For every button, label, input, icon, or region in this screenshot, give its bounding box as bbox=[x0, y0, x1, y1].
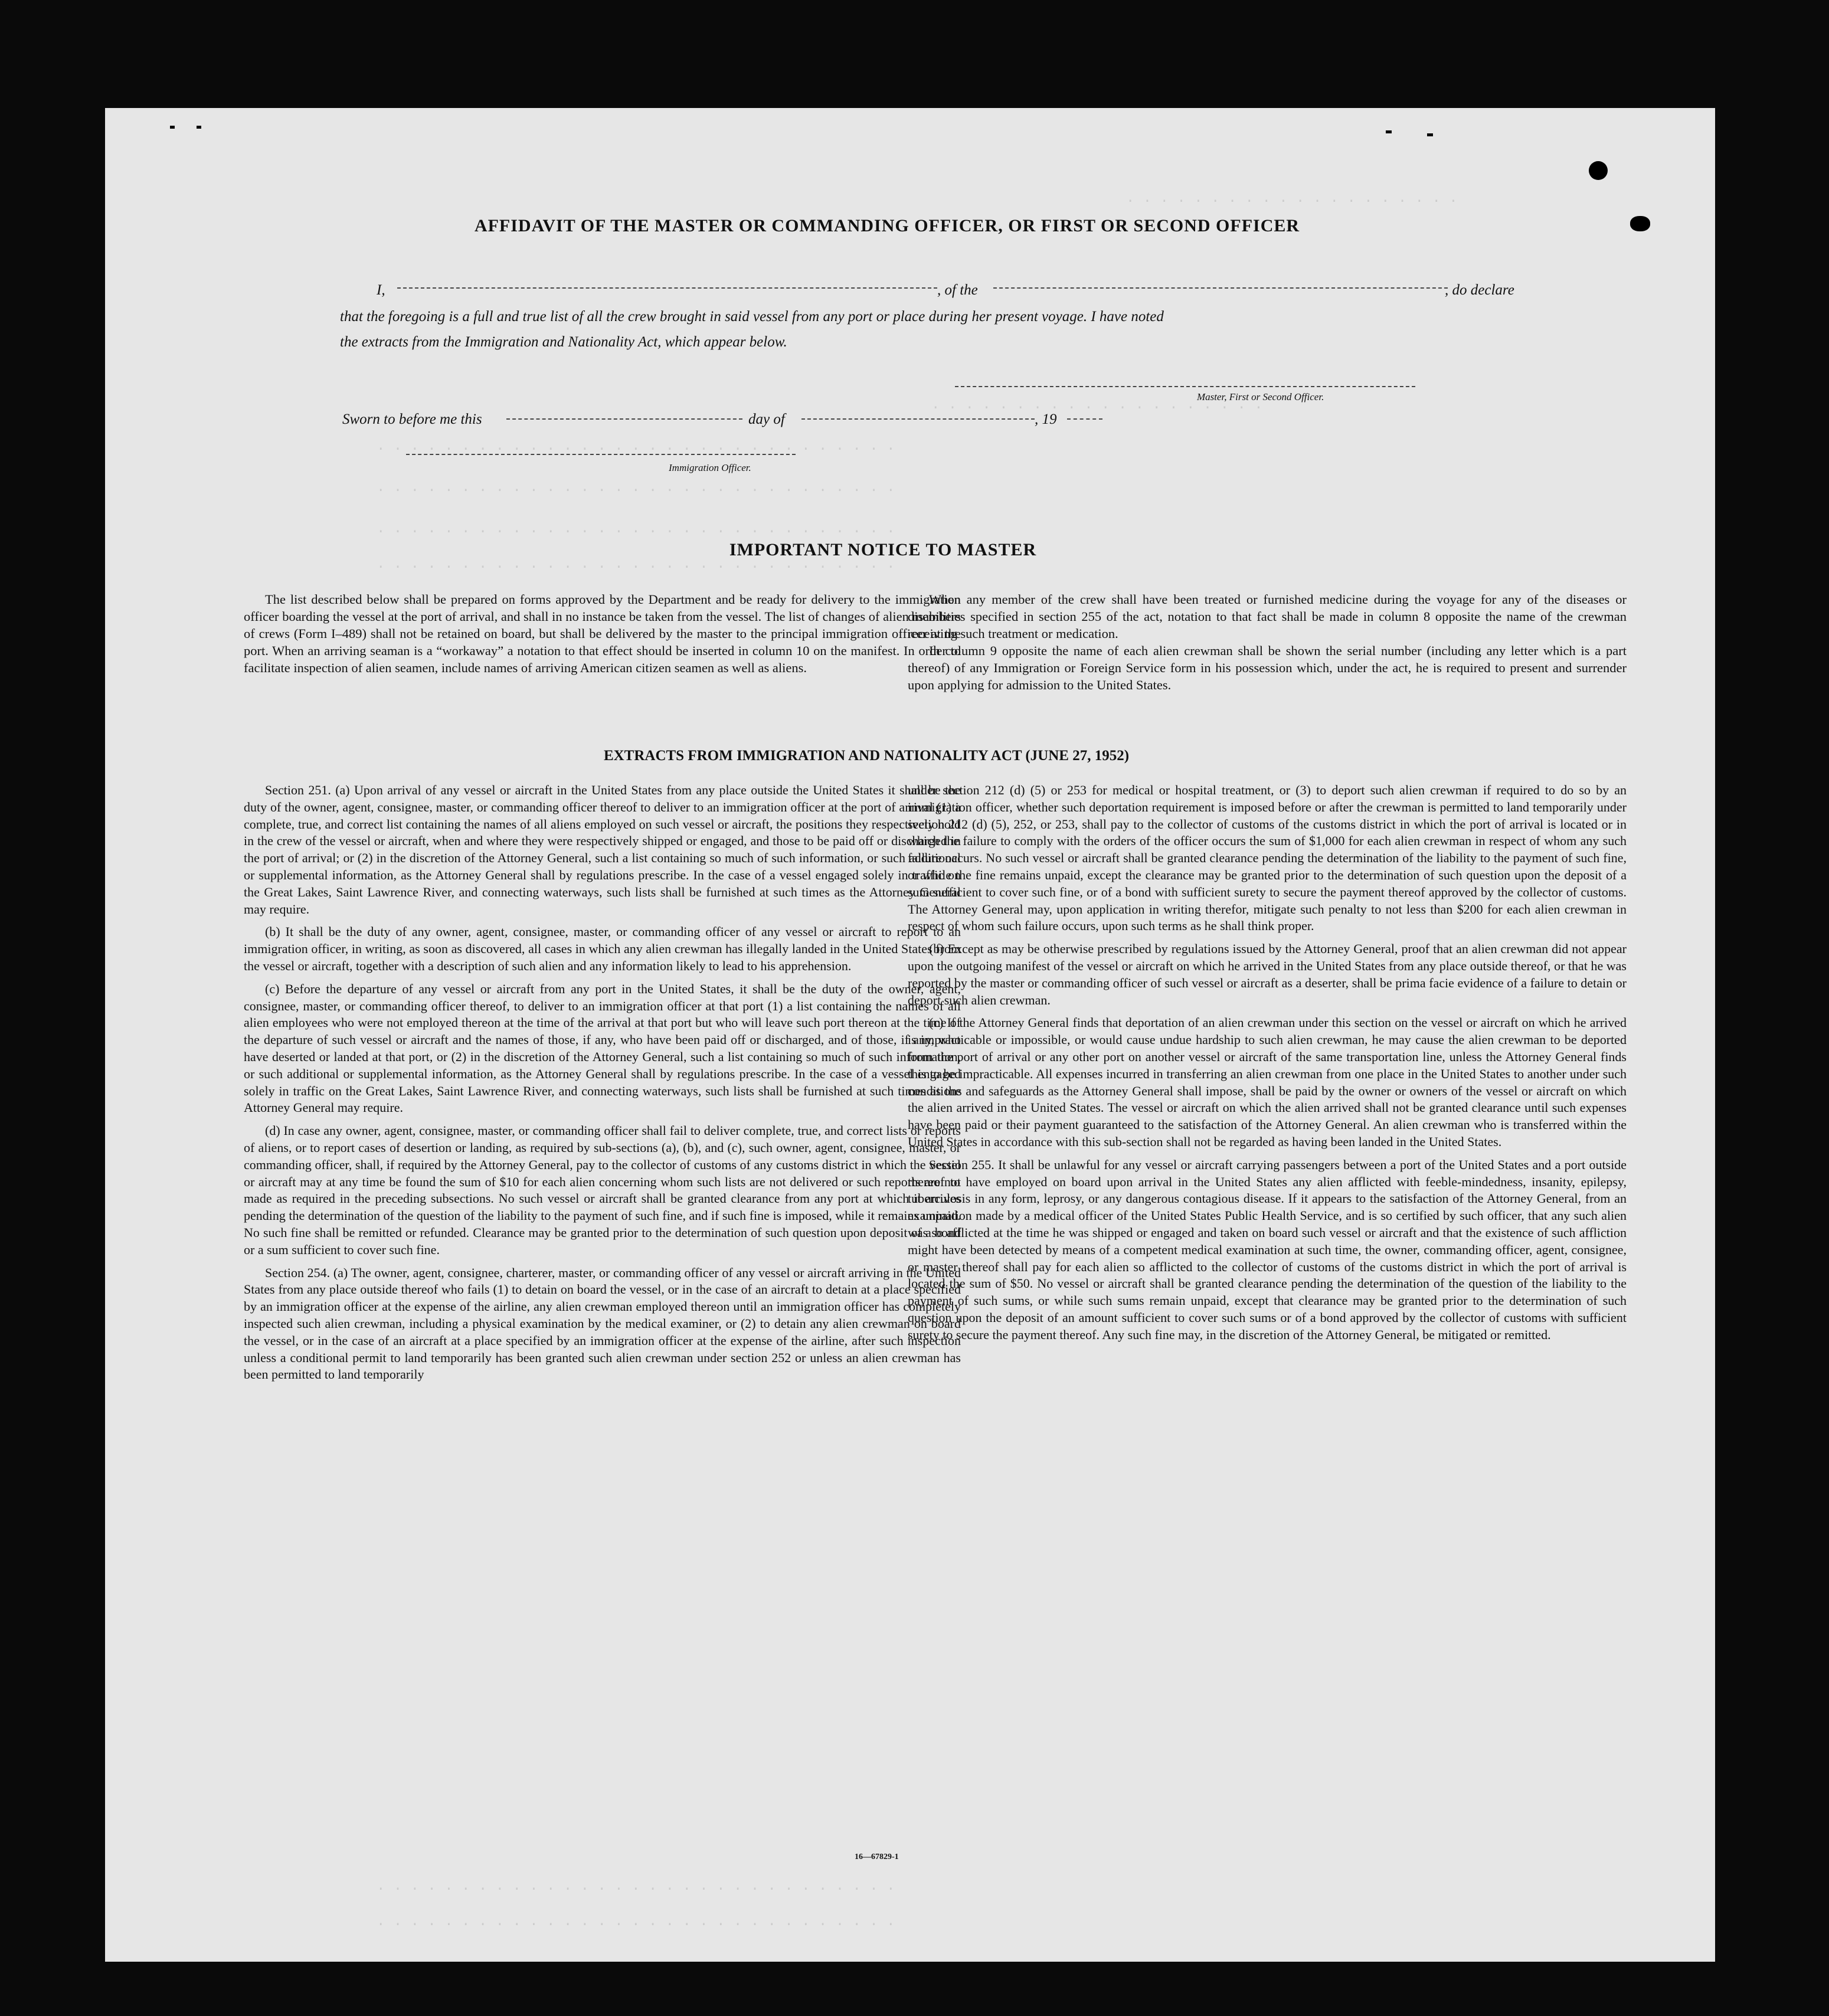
ink-dot-mark bbox=[197, 126, 201, 129]
year-prefix-text: , 19 bbox=[1035, 411, 1057, 427]
punch-hole-mark bbox=[1589, 161, 1608, 180]
vessel-of-the-text: , of the bbox=[937, 282, 978, 298]
notice-right-column bbox=[908, 591, 1627, 693]
notice-title: IMPORTANT NOTICE TO MASTER bbox=[729, 540, 1037, 559]
declarant-prefix: I, bbox=[377, 282, 385, 298]
ink-dot-mark bbox=[1427, 133, 1433, 136]
notice-right-paragraph: In column 9 opposite the name of each alien crewman shall be shown the serial number (including any letter which is a part thereof) of any Immigration or Foreign Service form in his possession which, under the act, he is required to present and surrender upon applying for admission to the United States. bbox=[908, 643, 1627, 692]
section-251-b-paragraph: (b) It shall be the duty of any owner, agent, consignee, master, or commanding officer of any vessel or aircraft to report to an immigration officer, in writing, as soon as discovered, all cases in which any alien crewman has illegally landed in the United States from the vessel or aircraft, together with a description of such alien and any information likely to lead to his apprehension. bbox=[244, 924, 961, 973]
extracts-title: EXTRACTS FROM IMMIGRATION AND NATIONALITY ACT (JUNE 27, 1952) bbox=[603, 748, 1130, 764]
section-251-c-paragraph: (c) Before the departure of any vessel or aircraft from any port in the United States, it shall be the duty of the owner, agent, consignee, master, or commanding officer thereof, to deliver to an immigration officer at that port (1) a list containing the names of all alien employees who were not employed thereon at the time of the arrival at that port but who will leave such port thereon at the time of the departure of such vessel or aircraft and the names of those, if any, who have been paid off or discharged, and of those, if any, who have deserted or landed at that port, or (2) in the discretion of the Attorney General, such a list containing so much of such information, or such additional or supplemental information, as the Attorney General shall by regulations prescribe. In the case of a vessel engaged solely in traffic on the Great Lakes, Saint Lawrence River, and connecting waterways, such lists shall be furnished at such times as the Attorney General may require. bbox=[244, 981, 961, 1115]
day-of-text: day of bbox=[748, 411, 785, 427]
section-254-a-paragraph: Section 254. (a) The owner, agent, consignee, charterer, master, or commanding officer of any vessel or aircraft arriving in the United States from any place outside thereof who fails (1) to detain on board the vessel, or in the case of an aircraft to detain at a place specified by an immigration officer at the expense of the airline, any alien crewman employed thereon until an immigration officer has completely inspected such alien crewman, including a physical examination by the medical examiner, or (2) to detain any alien crewman on board the vessel, or in the case of an aircraft at a place specified by an immigration officer at the expense of the airline, after such inspection unless a conditional permit to land temporarily has been granted such alien crewman under section 252 or unless an alien crewman has been permitted to land temporarily bbox=[244, 1265, 961, 1382]
ink-dot-mark bbox=[1386, 130, 1392, 133]
act-right-column bbox=[908, 782, 1627, 1350]
section-251-a-paragraph: Section 251. (a) Upon arrival of any vessel or aircraft in the United States from any place outside the United States it shall be the duty of the owner, agent, consignee, master, or commanding officer thereof to deliver to an immigration officer at the port of arrival (1) a complete, true, and correct list containing the names of all aliens employed on such vessel or aircraft, the positions they respectively hold in the crew of the vessel or aircraft, when and where they were respectively shipped or engaged, and those to be paid off or discharged in the port of arrival; or (2) in the discretion of the Attorney General, such a list containing so much of such information, or such additional or supplemental information, as the Attorney General shall by regulations prescribe. In the case of a vessel engaged solely in traffic on the Great Lakes, Saint Lawrence River, and connecting waterways, such lists shall be furnished at such times as the Attorney General may require. bbox=[244, 783, 961, 917]
section-254-a-continued-paragraph: under section 212 (d) (5) or 253 for medical or hospital treatment, or (3) to deport such alien crewman if required to do so by an immigration officer, whether such deportation requirement is imposed before or after the crewman is permitted to land temporarily under section 212 (d) (5), 252, or 253, shall pay to the collector of customs of the customs district in which the port of arrival is located or in which the failure to comply with the orders of the officer occurs the sum of $1,000 for each alien crewman in respect of whom any such failure occurs. No such vessel or aircraft shall be granted clearance pending the determination of the liability to the payment of such fine, or while the fine remains unpaid, except the clearance may be granted prior to the determination of such question upon the deposit of a sum sufficient to cover such fine, or of a bond with sufficient surety to secure the payment thereof approved by the collector of customs. The Attorney General may, upon application in writing therefor, mitigate such penalty to not less than $200 for each alien crewman in respect of whom such failure occurs, upon such terms as he shall think proper. bbox=[908, 783, 1627, 934]
section-251-d-paragraph: (d) In case any owner, agent, consignee, master, or commanding officer shall fail to deliver complete, true, and correct lists or reports of aliens, or to report cases of desertion or landing, as required by sub-sections (a), (b), and (c), such owner, agent, consignee, master, or commanding officer, shall, if required by the Attorney General, pay to the collector of customs of any customs district in which the vessel or aircraft may at any time be found the sum of $10 for each alien concerning whom such lists are not delivered or such reports are not made as required in the preceding subsections. No such vessel or aircraft shall be granted clearance from any port at which it arrives pending the determination of the question of the liability to the payment of such fine, and if such fine is imposed, while it remains unpaid. No such fine shall be remitted or refunded. Clearance may be granted prior to the determination of such question upon deposit of a bond or a sum sufficient to cover such fine. bbox=[244, 1123, 961, 1257]
notice-right-paragraph: When any member of the crew shall have been treated or furnished medicine during the voyage for any of the diseases or disabilities specified in section 255 of the act, notation to that fact shall be made in column 8 opposite the name of the crewman receiving such treatment or medication. bbox=[908, 592, 1627, 641]
sworn-day-field[interactable] bbox=[506, 418, 742, 420]
immigration-officer-signature-field[interactable] bbox=[406, 454, 796, 455]
declaration-line-1: that the foregoing is a full and true list of all the crew brought in said vessel from any port or place during her present voyage. I have noted bbox=[340, 309, 1164, 325]
sworn-month-field[interactable] bbox=[801, 418, 1035, 420]
affidavit-title: AFFIDAVIT OF THE MASTER OR COMMANDING OFFICER, OR FIRST OR SECOND OFFICER bbox=[474, 216, 1300, 235]
page-content: . . . . . . . . . . . . . . . . . . . . . . . . . . . . . . . . . . . . . . . . . . . . . . . . . . . . . . . . . . . . . . . . . . . . . . . . . . . . . . . . . . . . . . . . . . . . . . . . . . . . . . . . . . . . . . . . . . . . . . . . . . . . . . . . . . . . . . . . . . . . . . . . . . . . . . . . . . . . . . . . . . . . . . . . . . . . . . . . . . . . . . . . . . . . . . . . . . . . . . . . . . . . . . . . . . . . . . . . . . . . . . . . . . AFFIDAVIT OF THE MASTER OR COMMANDING OFFICER, OR FIRST OR SECOND OFFICER I, , of the , do declare that the foregoing is a full and true list of all the crew brought in said vessel from any port or place during her present voyage. I have noted the extracts from the Immigration and Nationality Act, which appear below. Master, First or Second Officer. Sworn to before me this day of , 19 Immigration Officer. IMPORTANT NOTICE TO MASTER The list described below shall be prepared on forms approved by the Department and be ready for delivery to the immigration officer boarding the vessel at the port of arrival, and shall in no instance be taken from the vessel. The list of changes of alien members of crews (Form I–489) shall not be retained on board, but shall be delivered by the master to the principal immigration officer at the port. When an arriving seaman is a “workaway” a notation to that effect should be inserted in column 10 on the manifest. In order to facilitate inspection of alien seamen, include names of arriving American citizen seamen as well as aliens. When any member of the crew shall have been treated or furnished medicine during the voyage for any of the diseases or disabilities specified in section 255 of the act, notation to that fact shall be made in column 8 opposite the name of the crewman receiving such treatment or medication. In column 9 opposite the name of each alien crewman shall be shown the serial number (including any letter which is a part thereof) of any Immigration or Foreign Service form in his possession which, under the act, he is required to present and surrender upon applying for admission to the United States. EXTRACTS FROM IMMIGRATION AND NATIONALITY ACT (JUNE 27, 1952) Section 251. (a) Upon arrival of any vessel or aircraft in the United States from any place outside the United States it shall be the duty of the owner, agent, consignee, master, or commanding officer thereof to deliver to an immigration officer at the port of arrival (1) a complete, true, and correct list containing the names of all aliens employed on such vessel or aircraft, the positions they respectively hold in the crew of the vessel or aircraft, when and where they were respectively shipped or engaged, and those to be paid off or discharged in the port of arrival; or (2) in the discretion of the Attorney General, such a list containing so much of such information, or such additional or supplemental information, as the Attorney General shall by regulations prescribe. In the case of a vessel engaged solely in traffic on the Great Lakes, Saint Lawrence River, and connecting waterways, such lists shall be furnished at such times as the Attorney General may require. (b) It shall be the duty of any owner, agent, consignee, master, or commanding officer of any vessel or aircraft to report to an immigration officer, in writing, as soon as discovered, all cases in which any alien crewman has illegally landed in the United States from the vessel or aircraft, together with a description of such alien and any information likely to lead to his apprehension. (c) Before the departure of any vessel or aircraft from any port in the United States, it shall be the duty of the owner, agent, consignee, master, or commanding officer thereof, to deliver to an immigration officer at that port (1) a list containing the names of all alien employees who were not employed thereon at the time of the arrival at that port but who will leave such port thereon at the time of the departure of such vessel or aircraft and the names of those, if any, who have been paid off or discharged, and of those, if any, who have deserted or landed at that port, or (2) in the discretion of the Attorney General, such a list containing so much of such information, or such additional or supplemental information, as the Attorney General shall by regulations prescribe. In the case of a vessel engaged solely in traffic on the Great Lakes, Saint Lawrence River, and connecting waterways, such lists shall be furnished at such times as the Attorney General may require. (d) In case any owner, agent, consignee, master, or commanding officer shall fail to deliver complete, true, and correct lists or reports of aliens, or to report cases of desertion or landing, as required by sub-sections (a), (b), and (c), such owner, agent, consignee, master, or commanding officer, shall, if required by the Attorney General, pay to the collector of customs of any customs district in which the vessel or aircraft may at any time be found the sum of $10 for each alien concerning whom such lists are not delivered or such reports are not made as required in the preceding subsections. No such vessel or aircraft shall be granted clearance from any port at which it arrives pending the determination of the question of the liability to the payment of such fine, and if such fine is imposed, while it remains unpaid. No such fine shall be remitted or refunded. Clearance may be granted prior to the determination of such question upon deposit of a bond or a sum sufficient to cover such fine. Section 254. (a) The owner, agent, consignee, charterer, master, or commanding officer of any vessel or aircraft arriving in the United States from any place outside thereof who fails (1) to detain on board the vessel, or in the case of an aircraft to detain at a place specified by an immigration officer at the expense of the airline, any alien crewman employed thereon until an immigration officer has completely inspected such alien crewman, including a physical examination by the medical examiner, or (2) to detain any alien crewman on board the vessel, or in the case of an aircraft at a place specified by an immigration officer at the expense of the airline, after such inspection unless a conditional permit to land temporarily has been granted such alien crewman under section 252 or unless an alien crewman has been permitted to land temporarily under section 212 (d) (5) or 253 for medical or hospital treatment, or (3) to deport such alien crewman if required to do so by an immigration officer, whether such deportation requirement is imposed before or after the crewman is permitted to land temporarily under section 212 (d) (5), 252, or 253, shall pay to the collector of customs of the customs district in which the port of arrival is located or in which the failure to comply with the orders of the officer occurs the sum of $1,000 for each alien crewman in respect of whom any such failure occurs. No such vessel or aircraft shall be granted clearance pending the determination of the liability to the payment of such fine, or while the fine remains unpaid, except the clearance may be granted prior to the determination of such question upon the deposit of a sum sufficient to cover such fine, or of a bond with sufficient surety to secure the payment thereof approved by the collector of customs. The Attorney General may, upon application in writing therefor, mitigate such penalty to not less than $200 for each alien crewman in respect of whom such failure occurs, upon such terms as he shall think proper. (b) Except as may be otherwise prescribed by regulations issued by the Attorney General, proof that an alien crewman did not appear upon the outgoing manifest of the vessel or aircraft on which he arrived in the United States from any place outside thereof, or that he was reported by the master or commanding officer of such vessel or aircraft as a deserter, shall be prima facie evidence of a failure to detain or deport such alien crewman. (c) If the Attorney General finds that deportation of an alien crewman under this section on the vessel or aircraft on which he arrived is impracticable or impossible, or would cause undue hardship to such alien crewman, he may cause the alien crewman to be deported from the port of arrival or any other port on another vessel or aircraft of the same transportation line, unless the Attorney General finds this to be impracticable. All expenses incurred in transferring an alien crewman from one place in the United States to another under such conditions and safeguards as the Attorney General shall impose, shall be paid by the owner or owners of the vessel or aircraft on which the alien arrived in the United States. The vessel or aircraft on which the alien arrived shall not be granted clearance until such expenses have been paid or their payment guaranteed to the satisfaction of the Attorney General. An alien crewman who is transferred within the United States in accordance with this sub-section shall not be regarded as having been landed in the United States. Section 255. It shall be unlawful for any vessel or aircraft carrying passengers between a port of the United States and a port outside thereof to have employed on board upon arrival in the United States any alien afflicted with feeble-mindedness, insanity, epilepsy, tuberculosis in any form, leprosy, or any dangerous contagious disease. If it appears to the satisfaction of the Attorney General, from an examination made by a medical officer of the United States Public Health Service, and is so certified by such officer, that any such alien was so afflicted at the time he was shipped or engaged and taken on board such vessel or aircraft and that the existence of such affliction might have been detected by means of a competent medical examination at such time, the owner, commanding officer, agent, consignee, or master thereof shall pay for each alien so afflicted to the collector of customs of the customs district in which the port of arrival is located the sum of $50. No vessel or aircraft shall be granted clearance pending the determination of the question of the liability to the payment of such sums, or while such sums remain unpaid, except that clearance may be granted prior to the determination of such question upon the deposit of an amount sufficient to cover such sums or of a bond approved by the collector of customs with sufficient surety to secure the payment thereof. Any such fine may, in the discretion of the Attorney General, be mitigated or remitted. 16—67829-1 bbox=[105, 108, 1715, 1962]
declarant-name-field[interactable] bbox=[397, 287, 937, 289]
ink-dot-mark bbox=[170, 126, 175, 129]
sworn-year-field[interactable] bbox=[1067, 418, 1102, 420]
master-signature-field[interactable] bbox=[955, 386, 1415, 387]
document-page bbox=[105, 108, 1715, 1962]
section-254-b-paragraph: (b) Except as may be otherwise prescribed by regulations issued by the Attorney General, proof that an alien crewman did not appear upon the outgoing manifest of the vessel or aircraft on which he arrived in the United States from any place outside thereof, or that he was reported by the master or commanding officer of such vessel or aircraft as a deserter, shall be prima facie evidence of a failure to detain or deport such alien crewman. bbox=[908, 941, 1627, 1007]
section-255-paragraph: Section 255. It shall be unlawful for any vessel or aircraft carrying passengers between a port of the United States and a port outside thereof to have employed on board upon arrival in the United States any alien afflicted with feeble-mindedness, insanity, epilepsy, tuberculosis in any form, leprosy, or any dangerous contagious disease. If it appears to the satisfaction of the Attorney General, from an examination made by a medical officer of the United States Public Health Service, and is so certified by such officer, that any such alien was so afflicted at the time he was shipped or engaged and taken on board such vessel or aircraft and that the existence of such affliction might have been detected by means of a competent medical examination at such time, the owner, commanding officer, agent, consignee, or master thereof shall pay for each alien so afflicted to the collector of customs of the customs district in which the port of arrival is located the sum of $50. No vessel or aircraft shall be granted clearance pending the determination of the question of the liability to the payment of such sums, or while such sums remain unpaid, except that clearance may be granted prior to the determination of such question upon the deposit of an amount sufficient to cover such sums or of a bond approved by the collector of customs with sufficient surety to secure the payment thereof. Any such fine may, in the discretion of the Attorney General, be mitigated or remitted. bbox=[908, 1157, 1627, 1342]
declaration-line-2: the extracts from the Immigration and Nationality Act, which appear below. bbox=[340, 334, 787, 350]
vessel-name-field[interactable] bbox=[993, 287, 1448, 289]
form-number: 16—67829-1 bbox=[855, 1853, 899, 1861]
act-left-column bbox=[244, 782, 961, 1389]
section-254-c-paragraph: (c) If the Attorney General finds that deportation of an alien crewman under this section on the vessel or aircraft on which he arrived is impracticable or impossible, or would cause undue hardship to such alien crewman, he may cause the alien crewman to be deported from the port of arrival or any other port on another vessel or aircraft of the same transportation line, unless the Attorney General finds this to be impracticable. All expenses incurred in transferring an alien crewman from one place in the United States to another under such conditions and safeguards as the Attorney General shall impose, shall be paid by the owner or owners of the vessel or aircraft on which the alien arrived in the United States. The vessel or aircraft on which the alien arrived shall not be granted clearance until such expenses have been paid or their payment guaranteed to the satisfaction of the Attorney General. An alien crewman who is transferred within the United States in accordance with this sub-section shall not be regarded as having been landed in the United States. bbox=[908, 1015, 1627, 1149]
sworn-text: Sworn to before me this bbox=[342, 411, 482, 427]
notice-left-paragraph: The list described below shall be prepared on forms approved by the Department and be ready for delivery to the immigration officer boarding the vessel at the port of arrival, and shall in no instance be taken from the vessel. The list of changes of alien members of crews (Form I–489) shall not be retained on board, but shall be delivered by the master to the principal immigration officer at the port. When an arriving seaman is a “workaway” a notation to that effect should be inserted in column 10 on the manifest. In order to facilitate inspection of alien seamen, include names of arriving American citizen seamen as well as aliens. bbox=[244, 592, 961, 675]
immigration-officer-label: Immigration Officer. bbox=[669, 462, 751, 473]
master-signature-label: Master, First or Second Officer. bbox=[1197, 391, 1324, 402]
do-declare-text: , do declare bbox=[1445, 282, 1514, 298]
